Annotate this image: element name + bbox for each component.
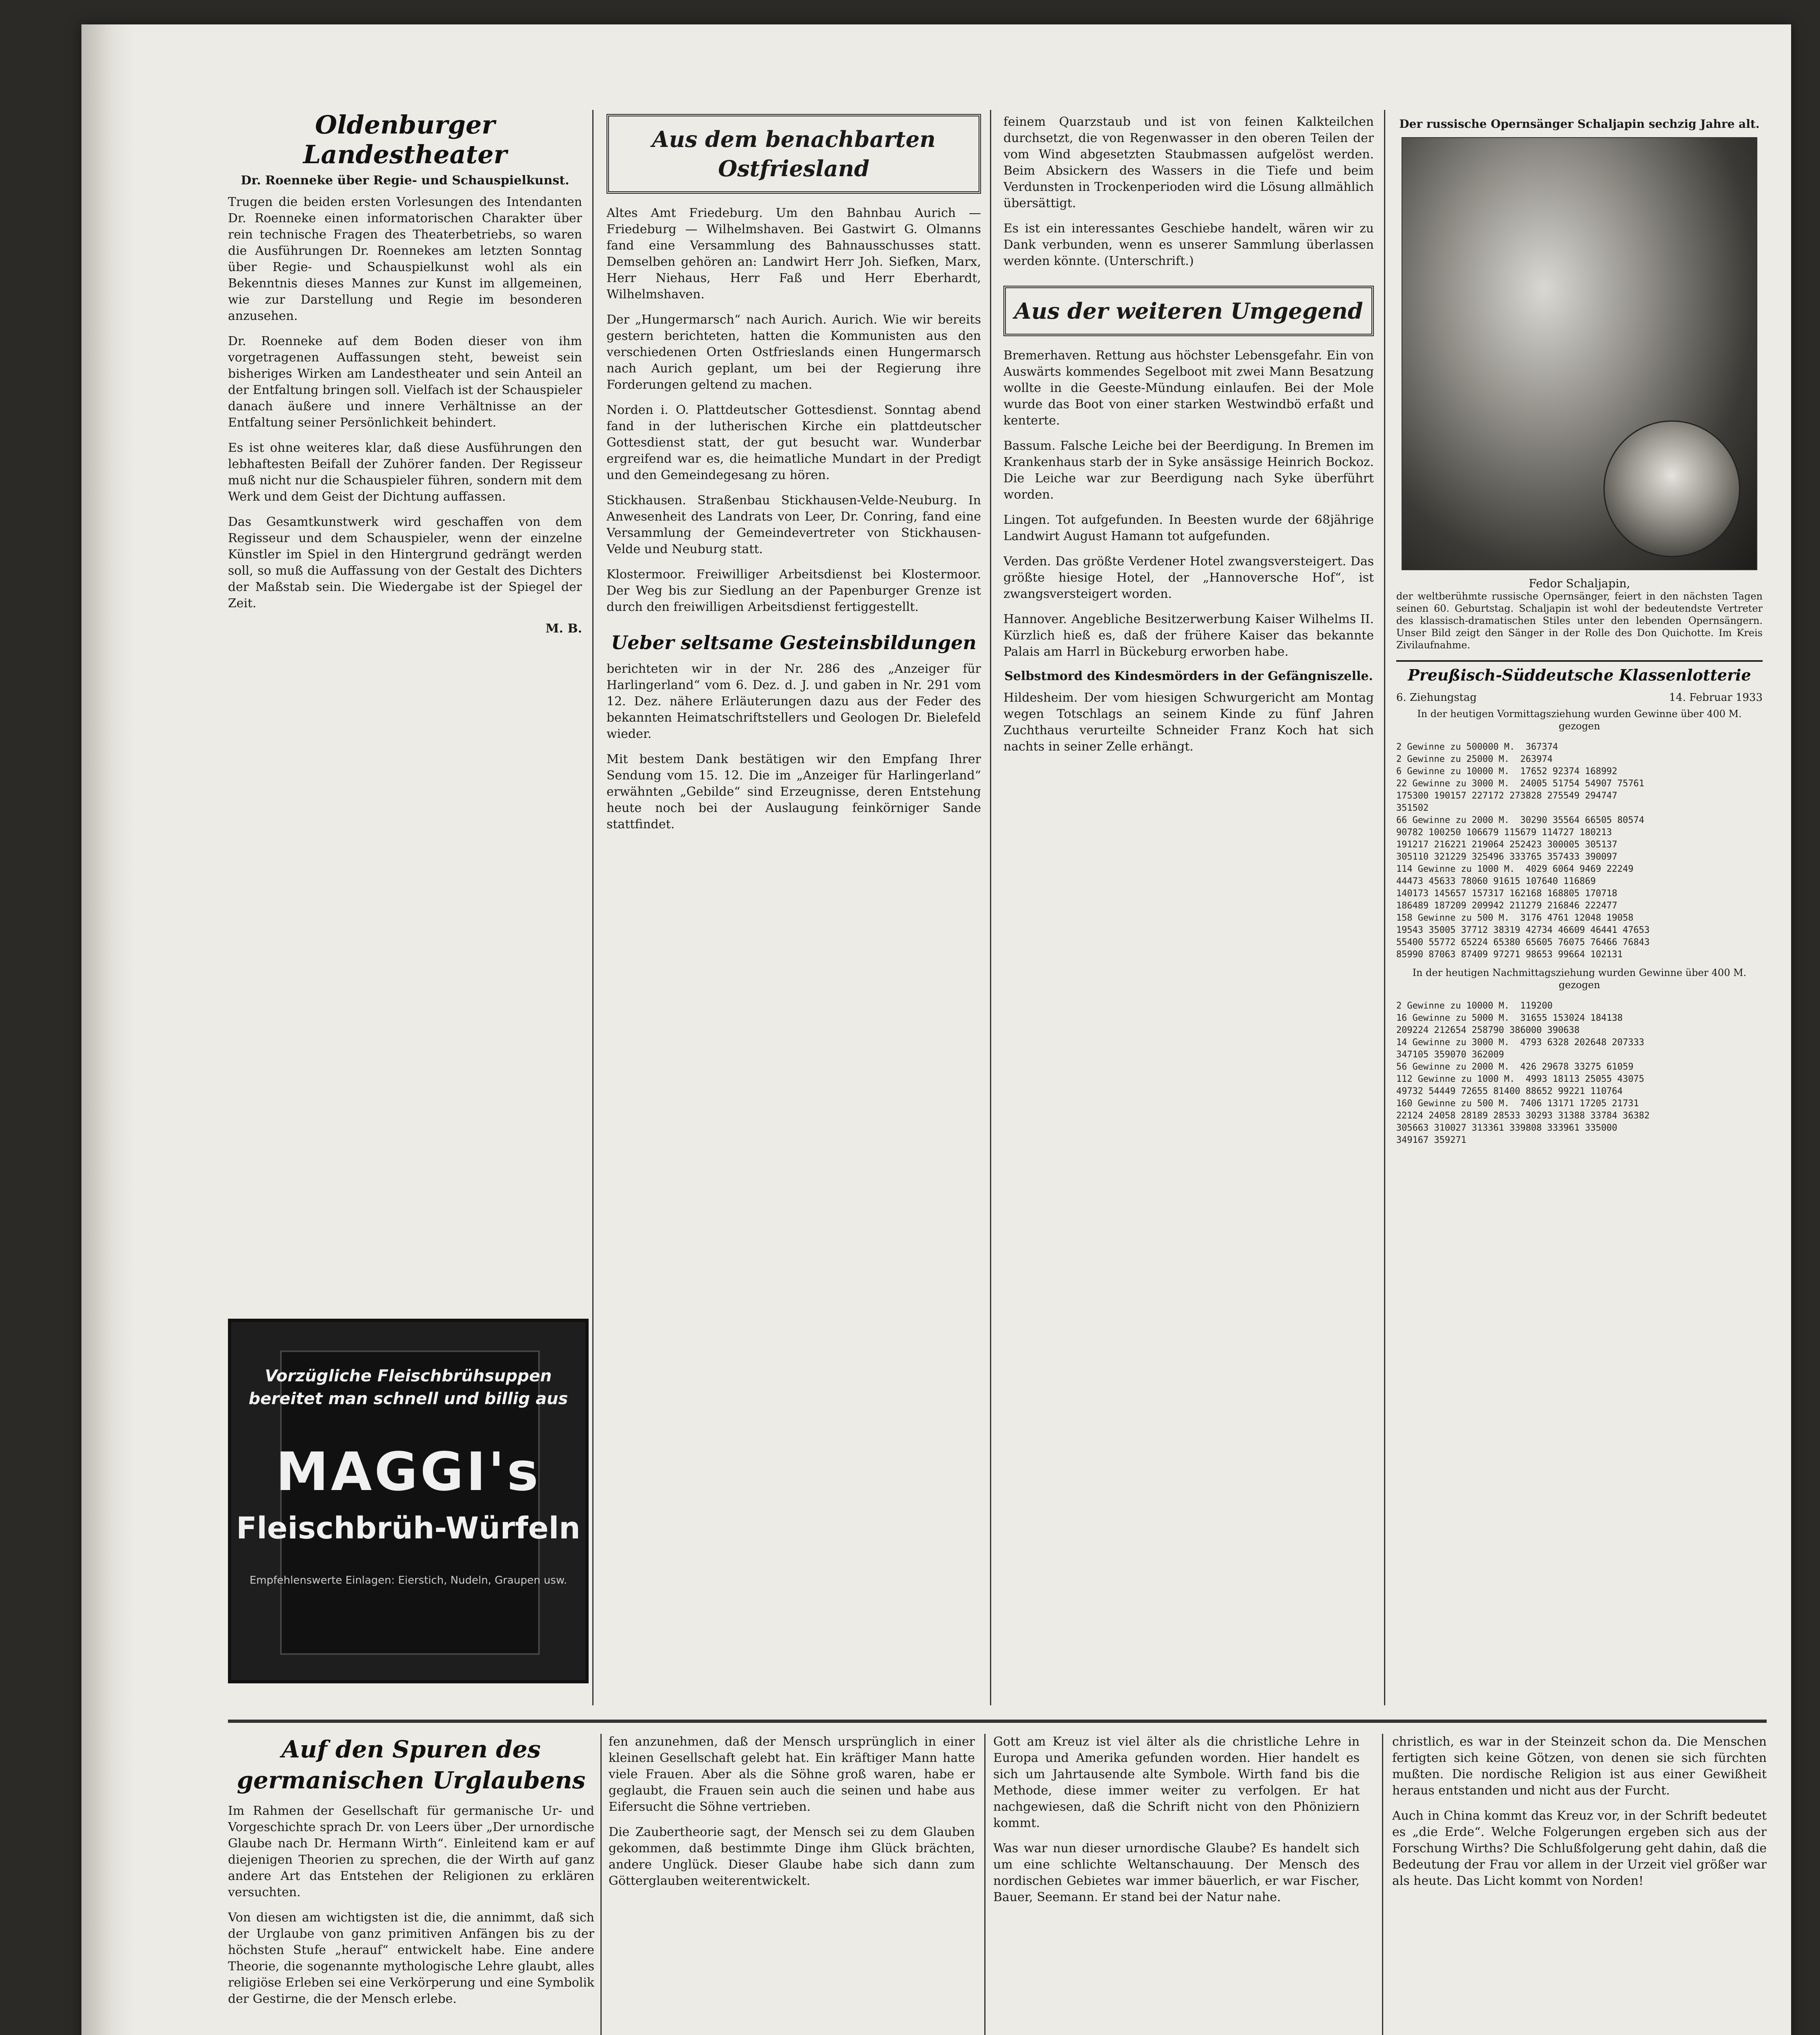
news-item: Hildesheim. Der vom hiesigen Schwurgericht am Montag wegen Totschlags an seinem Kinde zu fünf Jahren Zuchthaus verurteilte Schneider Franz Koch hat sich nachts in seiner Zelle erhängt.: [1003, 691, 1374, 754]
section-divider: [228, 1720, 1767, 1723]
article-paragraph: Trugen die beiden ersten Vorlesungen des Intendanten Dr. Roenneke einen informatorischen Charakter über rein technische Fragen des Theaterbetriebs, so waren die Ausführungen Dr. Roennekes am letzten Sonntag über Regie- und Schauspielkunst wohl als ein Bekenntnis dieses Mannes zur Kunst im allgemeinen, wie zur Darstellung und Regie im besonderen anzusehen.: [228, 195, 582, 323]
article-paragraph: Es ist ein interessantes Geschiebe handelt, wären wir zu Dank verbunden, wenn es unserer Sammlung überlassen werden könnte. (Unterschrift.): [1003, 221, 1374, 268]
section-title: Aus der weiteren Umgegend: [1014, 298, 1363, 324]
lottery-line: 114 Gewinne zu 1000 M. 4029 6064 9469 22249: [1396, 864, 1634, 874]
ad-brand: MAGGI's: [276, 1441, 541, 1503]
lottery-line: 186489 187209 209942 211279 216846 222477: [1396, 901, 1618, 911]
photo-and-lottery: [1396, 114, 1763, 1693]
lottery-line: 49732 54449 72655 81400 88652 99221 110764: [1396, 1086, 1623, 1096]
lottery-line: 44473 45633 78060 91615 107640 116869: [1396, 876, 1596, 886]
lottery-line: 2 Gewinne zu 10000 M. 119200: [1396, 1001, 1553, 1011]
lottery-line: 66 Gewinne zu 2000 M. 30290 35564 66505 80574: [1396, 815, 1645, 825]
article-paragraph: Von diesen am wichtigsten ist die, die annimmt, daß sich der Urglaube von ganz primitiven Anfängen bis zu der höchsten Stufe „herauf“ entwickelt habe. Eine andere Theorie, die sogenannte mythologische Lehre glaubt, alles religiöse Erleben sei eine Verkörperung und eine Symbolik der Gestirne, die der Mensch erlebe.: [228, 1910, 594, 2006]
article-paragraph: feinem Quarzstaub und ist von feinen Kalkteilchen durchsetzt, die von Regenwasser in den oberen Teilen der vom Wind abgesetzten Staubmassen aufgelöst werden. Beim Absickern des Wassers in die Tiefe und beim Verdunsten in Trockenperioden wird die Lösung allmählich übersättigt.: [1003, 115, 1374, 210]
ad-line-2: bereitet man schnell und billig aus: [248, 1389, 568, 1408]
article-paragraph: christlich, es war in der Steinzeit schon da. Die Menschen fertigten sich keine Götzen, von denen sie sich fürchten mußten. Die nordische Religion ist aus einer Gewißheit heraus entstanden und nicht aus der Furcht.: [1392, 1735, 1767, 1798]
article-paragraph: Mit bestem Dank bestätigen wir den Empfang Ihrer Sendung vom 15. 12. Die im „Anzeiger für Harlingerland“ erwähnten „Gebilde“ sind Erzeugnisse, deren Entstehung heute noch bei der Auslaugung feinkörniger Sande stattfindet.: [607, 752, 981, 832]
article-paragraph: Gott am Kreuz ist viel älter als die christliche Lehre in Europa und Amerika gefunden worden. Hier handelt es sich um Jahrtausende alte Symbole. Wirth fand bis die Methode, diese immer weiter zu verfolgen. Er hat nachgewiesen, daß die Schrift nicht von den Phöniziern kommt.: [993, 1735, 1360, 1830]
article-paragraph: Das Gesamtkunstwerk wird geschaffen von dem Regisseur und dem Schauspieler, wenn der einzelne Künstler im Spiel in den Hintergrund gedrängt werden soll, so muß die Auffassung von der Gestalt des Dichters der Maßstab sein. Die Wiedergabe ist der Spiegel der Zeit.: [228, 515, 582, 610]
lottery-date: 14. Februar 1933: [1669, 691, 1763, 704]
lottery-line: 6 Gewinne zu 10000 M. 17652 92374 168992: [1396, 766, 1618, 777]
lottery-line: 22 Gewinne zu 3000 M. 24005 51754 54907 75761: [1396, 779, 1645, 789]
article-paragraph: Auch in China kommt das Kreuz vor, in der Schrift bedeutet es „die Erde“. Welche Folgerungen ergeben sich aus der Forschung Wirths? Die Schlußfolgerung geht dahin, daß die Bedeutung der Frau vor allem in der Urzeit viel größer war als heute. Das Licht kommt von Norden!: [1392, 1809, 1767, 1888]
lottery-line: 22124 24058 28189 28533 30293 31388 33784 36382: [1396, 1111, 1650, 1121]
lottery-line: 158 Gewinne zu 500 M. 3176 4761 12048 19058: [1396, 913, 1634, 923]
news-item: Verden. Das größte Verdener Hotel zwangsversteigert. Das größte hiesige Hotel, der „Hannoversche Hof“, ist zwangsversteigert worden.: [1003, 554, 1374, 601]
lottery-line: 305663 310027 313361 339808 333961 335000: [1396, 1123, 1618, 1133]
portrait-photo: [1402, 137, 1757, 570]
lottery-numbers-morning: [1396, 741, 1763, 961]
lottery-line: 16 Gewinne zu 5000 M. 31655 153024 184138: [1396, 1013, 1623, 1023]
article-paragraph: Im Rahmen der Gesellschaft für germanische Ur- und Vorgeschichte sprach Dr. von Leers über „Der urnordische Glaube nach Dr. Hermann Wirth“. Einleitend kam er auf diejenigen Theorien zu sprechen, die der Wirth auf ganz andere Art das Entstehen der Religionen zu erklären versuchten.: [228, 1804, 594, 1899]
lottery-line: 160 Gewinne zu 500 M. 7406 13171 17205 21731: [1396, 1098, 1639, 1109]
photo-caption-top: Der russische Opernsänger Schaljapin sechzig Jahre alt.: [1399, 117, 1760, 131]
news-item: Klostermoor. Freiwilliger Arbeitsdienst bei Klostermoor. Der Weg bis zur Siedlung an der Papenburger Grenze ist durch den freiwilligen Arbeitsdienst fertiggestellt.: [607, 567, 981, 614]
news-item: Bremerhaven. Rettung aus höchster Lebensgefahr. Ein von Auswärts kommendes Segelboot mit zwei Mann Besatzung wollte in die Geeste-Mündung einlaufen. Bei der Mole wurde das Boot von einer starken Westwindbö erfaßt und kenterte.: [1003, 348, 1374, 428]
photo-name: Fedor Schaljapin,: [1529, 577, 1630, 590]
lottery-line: 191217 216221 219064 252423 300005 305137: [1396, 840, 1618, 850]
article-subtitle: Dr. Roenneke über Regie- und Schauspielkunst.: [241, 173, 569, 188]
column-rule: [984, 1734, 986, 2035]
lottery-intro: In der heutigen Vormittagsziehung wurden Gewinne über 400 M. gezogen: [1417, 708, 1742, 732]
section-heading-box: [607, 114, 981, 194]
section-title: Aus dem benachbarten Ostfriesland: [652, 126, 936, 182]
news-item: Bassum. Falsche Leiche bei der Beerdigung. In Bremen im Krankenhaus starb der in Syke ansässige Heinrich Bockoz. Die Leiche war zur Beerdigung nach Syke überführt worden.: [1003, 439, 1374, 502]
news-item: Der „Hungermarsch“ nach Aurich. Aurich. Wie wir bereits gestern berichteten, hatten die Kommunisten aus den verschiedenen Orten Ostfrieslands einen Hungermarsch nach Aurich geplant, um bei der Regierung ihre Forderungen geltend zu machen.: [607, 313, 981, 392]
lottery-day: 6. Ziehungstag: [1396, 691, 1477, 704]
news-item: Lingen. Tot aufgefunden. In Beesten wurde der 68jährige Landwirt August Hamann tot aufgefunden.: [1003, 513, 1374, 543]
theater-article: [228, 110, 582, 1294]
article-paragraph: fen anzunehmen, daß der Mensch ursprünglich in einer kleinen Gesellschaft gelebt hat. Ein kräftiger Mann hatte viele Frauen. Aber als die Söhne groß waren, habe er geglaubt, die Frauen sein auch die seinen und habe aus Eifersucht die Söhne vertrieben.: [609, 1735, 975, 1814]
article-paragraph: berichteten wir in der Nr. 286 des „Anzeiger für Harlingerland“ vom 6. Dez. d. J. und gaben in Nr. 291 vom 12. Dez. nähere Erläuterungen dazu aus der Feder des bekannten Heimatschriftstellers und Geologen Dr. Bielefeld wieder.: [607, 662, 981, 741]
lottery-line: 347105 359070 362009: [1396, 1050, 1504, 1060]
lottery-line: 112 Gewinne zu 1000 M. 4993 18113 25055 43075: [1396, 1074, 1645, 1084]
article-paragraph: Dr. Roenneke auf dem Boden dieser von ihm vorgetragenen Auffassungen steht, beweist sein bisheriges Wirken am Landestheater und sein Anteil an der Entfaltung bringen soll. Vielfach ist der Schauspieler danach äußere und innere Verhältnisse an der Entfaltung seiner Persönlichkeit behindert.: [228, 334, 582, 430]
ad-product: Fleischbrüh-Würfeln: [236, 1511, 580, 1546]
column-rule: [1384, 110, 1385, 1705]
article-paragraph: Die Zaubertheorie sagt, der Mensch sei zu dem Glauben gekommen, daß bestimmte Dinge ihm Glück brächten, andere Unglück. Dieser Glaube habe sich dann zum Götterglauben weiterentwickelt.: [609, 1825, 975, 1888]
article-paragraph: Es ist ohne weiteres klar, daß diese Ausführungen den lebhaftesten Beifall der Zuhörer fanden. Der Regisseur muß nicht nur die Schauspieler führen, sondern mit dem Werk und dem Geist der Dichtung auffassen.: [228, 441, 582, 504]
article-title: Oldenburger Landestheater: [303, 110, 507, 169]
lottery-intro: In der heutigen Nachmittagsziehung wurden Gewinne über 400 M. gezogen: [1412, 967, 1747, 991]
germanic-faith-article: [228, 1734, 1767, 2035]
lottery-line: 19543 35005 37712 38319 42734 46609 46441 47653: [1396, 925, 1650, 935]
news-item: Norden i. O. Plattdeutscher Gottesdienst. Sonntag abend fand in der lutherischen Kirche ein plattdeutscher Gottesdienst statt, der gut besucht war. Wunderbar ergreifend war es, die heimatliche Mundart in der Predigt und den Gemeindegesang zu hören.: [607, 403, 981, 482]
lottery-line: 209224 212654 258790 386000 390638: [1396, 1025, 1580, 1035]
column-rule: [990, 110, 991, 1705]
lottery-line: 175300 190157 227172 273828 275549 294747: [1396, 791, 1618, 801]
regional-section: [1003, 114, 1374, 1693]
lottery-line: 140173 145657 157317 162168 168805 170718: [1396, 888, 1618, 899]
column-rule: [1382, 1734, 1383, 2035]
lottery-line: 351502: [1396, 803, 1429, 813]
photo-caption: der weltberühmte russische Opernsänger, feiert in den nächsten Tagen seinen 60. Geburtstag. Schaljapin ist wohl der bedeutendste Vertreter des klassisch-dramatischen Stiles unter den lebenden Opernsängern. Unser Bild zeigt den Sänger in der Rolle des Don Quichotte. Im Kreis Zivilaufnahme.: [1396, 591, 1763, 651]
ostfriesland-section: [607, 114, 981, 1693]
ad-footer: Empfehlenswerte Einlagen: Eierstich, Nudeln, Graupen usw.: [250, 1574, 567, 1586]
news-item: Stickhausen. Straßenbau Stickhausen-Velde-Neuburg. In Anwesenheit des Landrats von Leer, Dr. Conring, fand eine Versammlung der Gemeindevertreter von Stickhausen-Velde und Neuburg statt.: [607, 493, 981, 556]
maggi-advertisement: [228, 1319, 589, 1683]
lottery-line: 55400 55772 65224 65380 65605 76075 76466 76843: [1396, 937, 1650, 947]
lottery-line: 2 Gewinne zu 500000 M. 367374: [1396, 742, 1558, 752]
page-binding-shadow: [81, 24, 134, 2035]
lottery-line: 90782 100250 106679 115679 114727 180213: [1396, 827, 1612, 838]
lottery-numbers-afternoon: [1396, 1000, 1763, 1147]
portrait-inset: [1603, 420, 1740, 557]
news-item: Hannover. Angebliche Besitzerwerbung Kaiser Wilhelms II. Kürzlich hieß es, daß der frühere Kaiser das bekannte Palais am Harrl in Bückeburg erworben habe.: [1003, 612, 1374, 659]
lottery-title: Preußisch-Süddeutsche Klassenlotterie: [1408, 666, 1751, 684]
lottery-line: 14 Gewinne zu 3000 M. 4793 6328 202648 207333: [1396, 1037, 1645, 1048]
news-subheading: Selbstmord des Kindesmörders in der Gefängniszelle.: [1004, 669, 1373, 683]
signature: M. B.: [545, 621, 582, 636]
lottery-line: 56 Gewinne zu 2000 M. 426 29678 33275 61059: [1396, 1062, 1634, 1072]
news-item: Altes Amt Friedeburg. Um den Bahnbau Aurich — Friedeburg — Wilhelmshaven. Bei Gastwirt G. Olmanns fand eine Versammlung des Bahnausschusses statt. Demselben gehören an: Landwirt Herr Joh. Siefken, Marx, Herr Niehaus, Herr Faß und Herr Eberhardt, Wilhelmshaven.: [607, 206, 981, 302]
column-rule: [592, 110, 594, 1705]
lottery-line: 349167 359271: [1396, 1135, 1467, 1145]
section-heading-box: [1003, 286, 1374, 336]
lottery-line: 85990 87063 87409 97271 98653 99664 102131: [1396, 950, 1623, 960]
article-title: Ueber seltsame Gesteinsbildungen: [611, 632, 977, 654]
column-rule: [600, 1734, 602, 2035]
lottery-line: 2 Gewinne zu 25000 M. 263974: [1396, 754, 1553, 764]
article-paragraph: Was war nun dieser urnordische Glaube? Es handelt sich um eine schlichte Weltanschauung. Der Mensch des nordischen Gebietes war immer bäuerlich, er war Fischer, Bauer, Seemann. Er stand bei der Natur nahe.: [993, 1841, 1360, 1904]
article-title: Auf den Spuren des germanischen Urglaubens: [237, 1735, 586, 1794]
ad-line-1: Vorzügliche Fleischbrühsuppen: [265, 1367, 552, 1385]
lottery-line: 305110 321229 325496 333765 357433 390097: [1396, 852, 1618, 862]
